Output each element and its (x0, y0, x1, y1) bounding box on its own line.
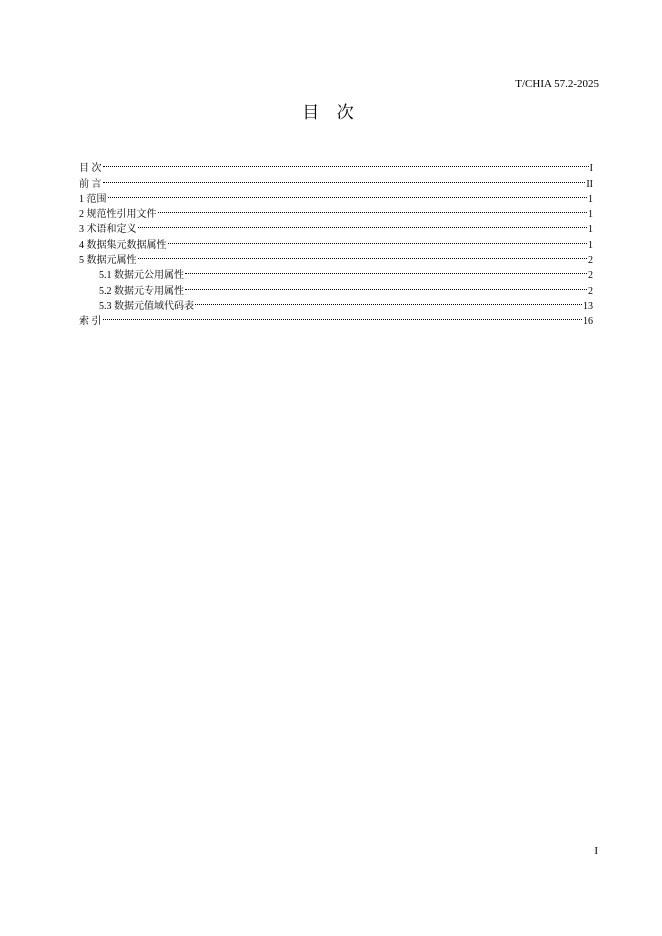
toc-entry-data-element-attributes[interactable] (79, 248, 593, 267)
toc-entry-terms[interactable] (79, 217, 593, 236)
toc-entry-label: 5 数据元属性 (79, 255, 137, 267)
toc-leader-dots (103, 156, 589, 171)
toc-entry-page: I (589, 163, 593, 175)
toc-leader-dots (168, 232, 588, 247)
toc-entry-page: 2 (588, 270, 593, 282)
toc-entry-page: 1 (588, 224, 593, 236)
toc-entry-page: II (586, 178, 593, 190)
toc-entry-label: 2 规范性引用文件 (79, 209, 157, 221)
toc-leader-dots (185, 263, 587, 278)
toc-leader-dots (185, 278, 587, 293)
toc-entry-label: 索 引 (79, 316, 102, 328)
toc-entry-label: 4 数据集元数据属性 (79, 239, 167, 251)
toc-leader-dots (138, 248, 588, 263)
toc-leader-dots (108, 187, 588, 202)
toc-leader-dots (103, 309, 583, 324)
toc-leader-dots (138, 217, 588, 232)
toc-entry-label: 目 次 (79, 163, 102, 175)
toc-entry-page: 1 (588, 239, 593, 251)
toc-entry-page: 2 (588, 255, 593, 267)
page-number: I (594, 845, 598, 857)
toc-entry-label: 1 范围 (79, 193, 107, 205)
toc-entry-page: 2 (588, 285, 593, 297)
toc-entry-label: 5.2 数据元专用属性 (99, 285, 184, 297)
toc-leader-dots (195, 294, 582, 309)
table-of-contents (79, 156, 593, 328)
toc-entry-foreword[interactable] (79, 171, 593, 190)
toc-entry-page: 16 (583, 316, 593, 328)
toc-entry-page: 1 (588, 209, 593, 221)
toc-leader-dots (103, 171, 586, 186)
toc-entry-label: 前 言 (79, 178, 102, 190)
toc-entry-common-attributes[interactable] (79, 263, 593, 282)
toc-entry-label: 5.3 数据元值域代码表 (99, 300, 194, 312)
toc-entry-scope[interactable] (79, 187, 593, 205)
toc-entry-page: 13 (583, 300, 593, 312)
toc-entry-normative-references[interactable] (79, 202, 593, 221)
page-title: 目 次 (302, 103, 360, 123)
toc-entry-page: 1 (588, 193, 593, 205)
standard-number: T/CHIA 57.2-2025 (515, 78, 599, 90)
toc-entry-index[interactable] (79, 309, 593, 328)
toc-entry-label: 5.1 数据元公用属性 (99, 270, 184, 282)
toc-leader-dots (158, 202, 588, 217)
toc-entry-label: 3 术语和定义 (79, 224, 137, 236)
toc-entry-dataset-metadata[interactable] (79, 232, 593, 251)
toc-entry-contents[interactable] (79, 156, 593, 175)
